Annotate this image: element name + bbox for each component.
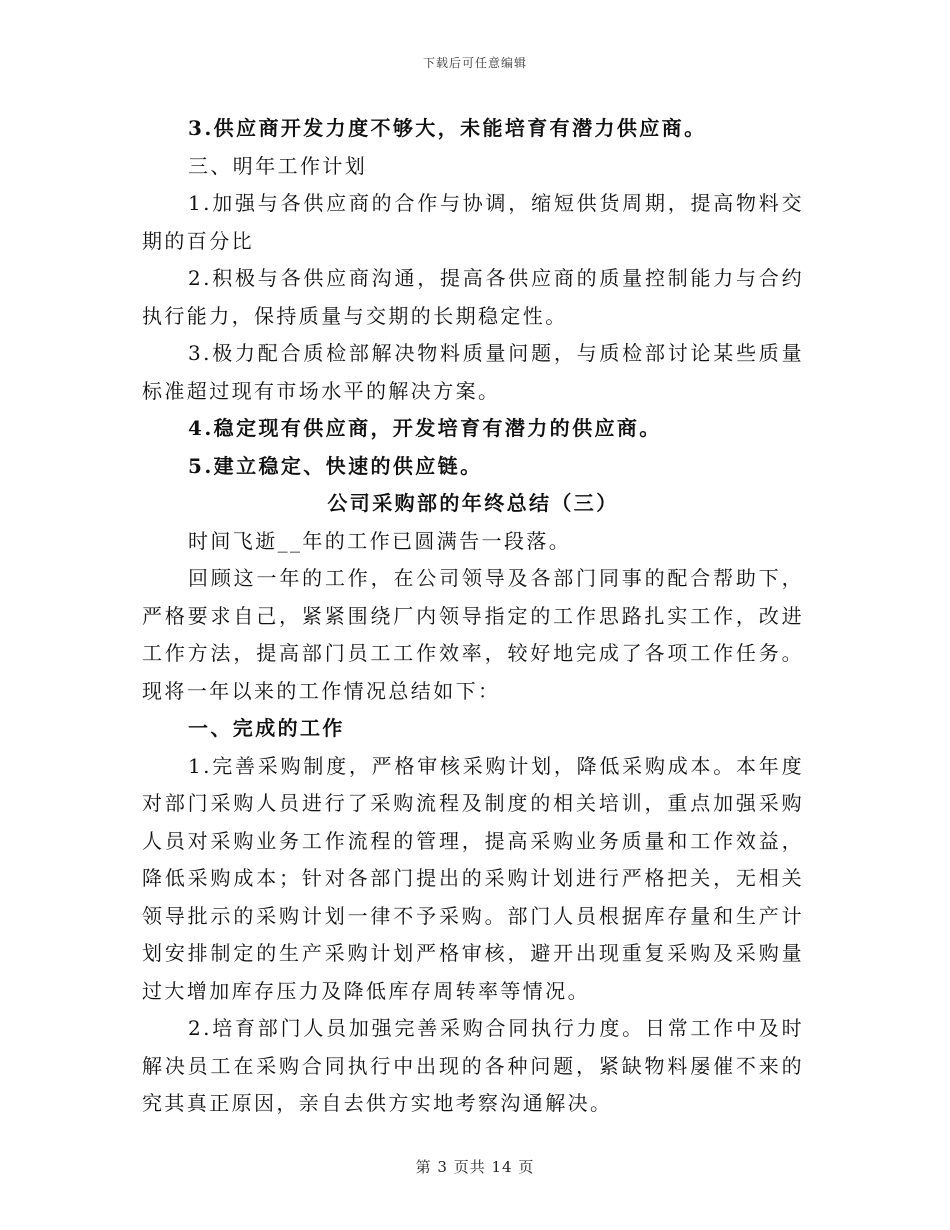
paragraph-completed-2: 2.培育部门人员加强完善采购合同执行力度。日常工作中及时解决员工在采购合同执行中出现的各种问题，紧缺物料屡催不来的究其真正原因，亲自去供方实地考察沟通解决。 [142,1016,804,1115]
paragraph-intro: 时间飞逝__年的工作已圆满告一段落。 [188,528,572,553]
paragraph-plan-3: 3.极力配合质检部解决物料质量问题，与质检部讨论某些质量标准超过现有市场水平的解决方案。 [142,341,804,403]
paragraph-plan-5: 5.建立稳定、快速的供应链。 [188,453,483,478]
section-heading-completed-work: 一、完成的工作 [188,716,345,740]
paragraph-plan-4: 4.稳定现有供应商，开发培育有潜力的供应商。 [188,416,662,440]
paragraph-plan-2: 2.积极与各供应商沟通，提高各供应商的质量控制能力与合约执行能力，保持质量与交期的长期稳定性。 [142,266,804,328]
header-note: 下载后可任意编辑 [422,56,527,70]
page-number: 第 3 页共 14 页 [415,1158,535,1176]
paragraph-review: 回顾这一年的工作，在公司领导及各部门同事的配合帮助下，严格要求自己，紧紧围绕厂内领导指定的工作思路扎实工作，改进工作方法，提高部门员工工作效率，较好地完成了各项工作任务。现将一年以来的工作情况总结如下： [142,566,804,703]
document-body [142,110,804,1123]
paragraph-supplier-development: 3.供应商开发力度不够大，未能培育有潜力供应商。 [188,116,707,140]
paragraph-plan-1: 1.加强与各供应商的合作与协调，缩短供货周期，提高物料交期的百分比 [142,191,804,253]
document-title: 公司采购部的年终总结（三） [327,491,619,515]
section-heading-next-year-plan: 三、明年工作计划 [188,153,368,178]
paragraph-completed-1: 1.完善采购制度，严格审核采购计划，降低采购成本。本年度对部门采购人员进行了采购流程及制度的相关培训，重点加强采购人员对采购业务工作流程的管理，提高采购业务质量和工作效益，降低采购成本；针对各部门提出的采购计划进行严格把关，无相关领导批示的采购计划一律不予采购。部门人员根据库存量和生产计划安排制定的生产采购计划严格审核，避开出现重复采购及采购量过大增加库存压力及降低库存周转率等情况。 [142,753,804,1003]
